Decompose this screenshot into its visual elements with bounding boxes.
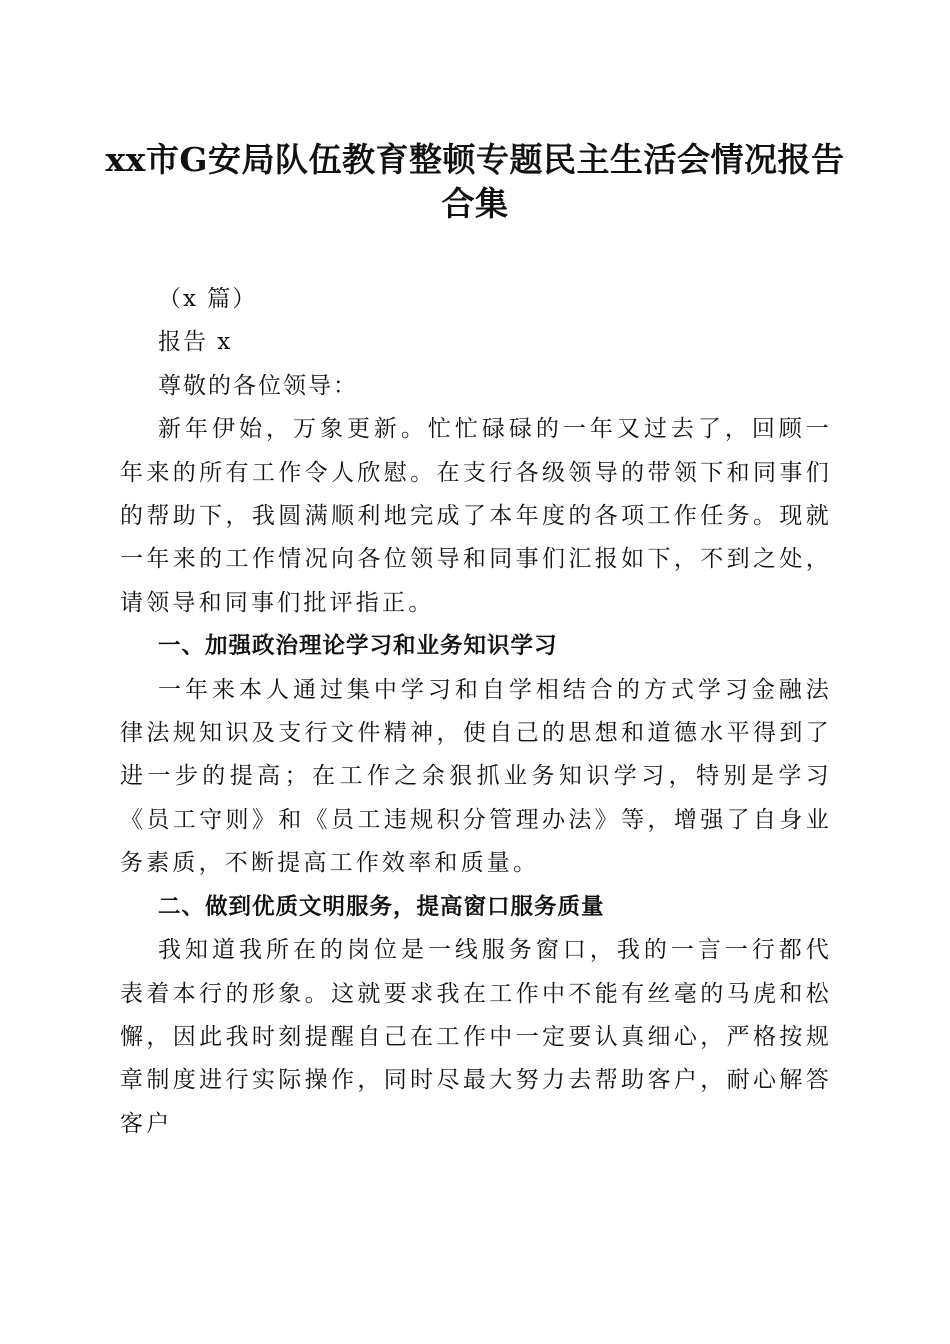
- document-body: [120, 278, 832, 1146]
- report-label: 报告 x: [158, 329, 233, 356]
- count-note: （x 篇）: [158, 286, 258, 312]
- section-heading: 二、做到优质文明服务，提高窗口服务质量: [158, 893, 605, 920]
- section-paragraph: 我知道我所在的岗位是一线服务窗口，我的一言一行都代表着本行的形象。这就要求我在工作中不能有丝毫的马虎和松懈，因此我时刻提醒自己在工作中一定要认真细心，严格按规章制度进行实际操作，同时尽最大努力去帮助客户，耐心解答客户: [120, 937, 832, 1137]
- section-paragraph: 一年来本人通过集中学习和自学相结合的方式学习金融法律法规知识及支行文件精神，使自己的思想和道德水平得到了进一步的提高；在工作之余狠抓业务知识学习，特别是学习《员工守则》和《员工违规积分管理办法》等，增强了自身业务素质，不断提高工作效率和质量。: [120, 676, 832, 877]
- section-heading: 一、加强政治理论学习和业务知识学习: [158, 633, 558, 660]
- salutation: 尊敬的各位领导：: [158, 372, 358, 399]
- intro-paragraph: 新年伊始，万象更新。忙忙碌碌的一年又过去了，回顾一年来的所有工作令人欣慰。在支行各级领导的带领下和同事们的帮助下，我圆满顺利地完成了本年度的各项工作任务。现就一年来的工作情况向各位领导和同事们汇报如下，不到之处，请领导和同事们批评指正。: [120, 416, 832, 616]
- document-title: xx市G安局队伍教育整顿专题民主生活会情况报告合集: [105, 140, 845, 223]
